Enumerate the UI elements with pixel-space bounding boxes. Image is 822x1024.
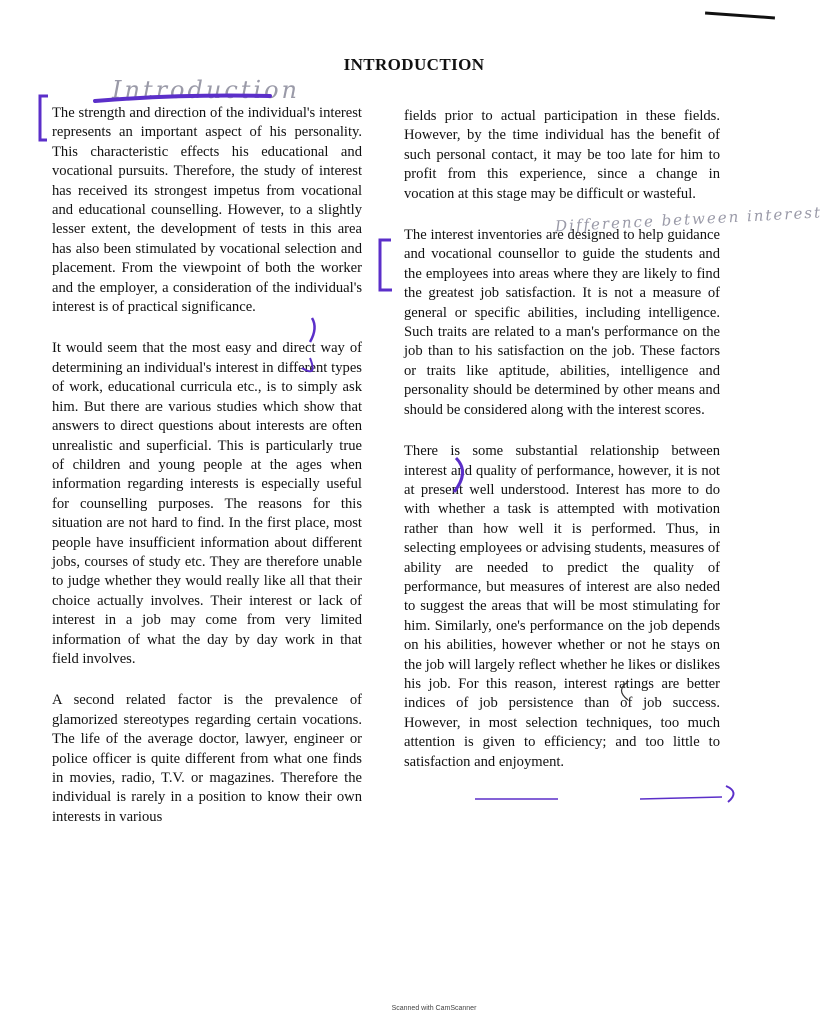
paragraph-continuation: fields prior to actual participation in these fields. However, by the time individual has the benefit of such personal contact, it may be too late for him to profit from this experience, since a change in vocation at this stage may be difficult or wasteful. xyxy=(404,108,720,202)
page-title: INTRODUCTION xyxy=(343,55,485,74)
handwritten-note-introduction: Introduction xyxy=(112,76,300,104)
right-column xyxy=(404,107,720,772)
pen-underline-job-success xyxy=(640,797,722,799)
pen-mark-arrow xyxy=(726,786,734,802)
scan-edge-line xyxy=(705,12,775,20)
paragraph-direct-questions: It would seem that the most easy and direct way of determining an individual's interest in different types of work, educational curricula etc., is to simply ask him. But there are various studies which show that answers to direct questions about interests are often unrealistic and superficial. This is particularly true of children and young people at the ages when information regarding interests is especially useful for counselling purposes. The reasons for this situation are not hard to find. In the first place, most people have insufficient information about different jobs, courses of study etc. They are therefore unable to judge whether they would really like all that their choice actually involves. Their interest or lack of interest in a job may come from very limited information of what the day by day work in that field involves. xyxy=(52,340,362,667)
left-column xyxy=(52,104,362,827)
scanner-watermark: Scanned with CamScanner xyxy=(391,1005,477,1012)
pen-bracket-right-top xyxy=(380,240,392,290)
handwritten-note-difference: Difference between interest xyxy=(554,203,822,236)
paragraph-interest-overview: The strength and direction of the individual's interest represents an important aspect of his personality. This characteristic effects his educational and vocational pursuits. Therefore, the study of interest has received its strongest impetus from vocational and educational counselling. However, to a slightly lesser extent, the development of tests in this area has also been stimulated by vocational selection and placement. From the viewpoint of both the worker and the employer, a consideration of the individual's interest is of practical significance. xyxy=(52,105,362,316)
paragraph-interest-performance: There is some substantial relationship between interest and quality of performance, however, it is not at present well understood. Interest has more to do with whether a task is attempted with motivation rather than how well it is performed. Thus, in selecting employees or advising students, measures of ability are needed to predict the quality of performance, but measures of interest are also neded to suggest the areas that will be most stimulating for him. Similarly, one's performance on the job depends on his abilities, however whether or not he stays on the job will largely reflect whether he likes or dislikes his job. For this reason, interest ratings are better indices of job persistence than of job success. However, in most selection techniques, too much attention is given to efficiency; and too little to satisfaction and enjoyment. xyxy=(404,443,720,770)
paragraph-glamorized-stereotypes: A second related factor is the prevalence of glamorized stereotypes regarding certain vocations. The life of the average doctor, lawyer, engineer or police officer is quite different from what one finds in movies, radio, T.V. or magazines. Therefore the individual is rarely in a position to know their own interests in various xyxy=(52,692,362,825)
pen-bracket-left-top xyxy=(40,96,48,140)
paragraph-interest-inventories: The interest inventories are designed to help guidance and vocational counsellor to guide the students and the employees into areas where they are likely to find the greatest job satisfaction. It is not a measure of general or specific abilities, including intelligence. Such traits are related to a man's performance on the job than to his satisfaction on the job. These factors or traits like aptitude, abilities, intelligence and personality should be determined by other means and should be considered along with the interest scores. xyxy=(404,227,720,418)
